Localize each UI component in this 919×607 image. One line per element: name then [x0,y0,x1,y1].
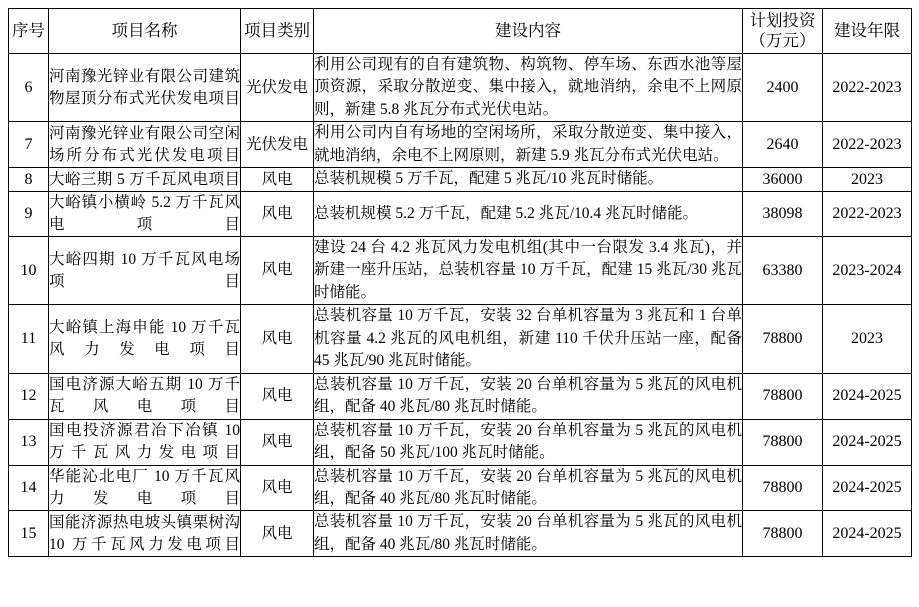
cell-construction-years: 2022-2023 [823,191,912,236]
cell-planned-investment: 78800 [743,373,823,419]
cell-construction-years: 2022-2023 [823,122,912,168]
cell-project-name: 大峪三期 5 万千瓦风电项目 [49,168,241,191]
cell-construction-content: 利用公司现有的自有建筑物、构筑物、停车场、东西水池等屋顶资源，采取分散逆变、集中接入，就地消纳，余电不上网原则，新建 5.8 兆瓦分布式光伏电站。 [314,54,743,122]
column-header-category: 项目类别 [241,9,314,54]
cell-project-category: 风电 [241,373,314,419]
cell-project-name: 国电投济源君冶下冶镇 10 万千瓦风力发电项目 [49,419,241,465]
cell-construction-content: 总装机容量 10 万千瓦，安装 20 台单机容量为 5 兆瓦的风电机组，配备 50 兆瓦/100 兆瓦时储能。 [314,419,743,465]
cell-sequence-number: 12 [9,373,49,419]
cell-sequence-number: 8 [9,168,49,191]
cell-planned-investment: 63380 [743,236,823,304]
cell-construction-years: 2023-2024 [823,236,912,304]
table-header [9,9,912,54]
cell-construction-years: 2024-2025 [823,419,912,465]
cell-project-category: 风电 [241,465,314,511]
column-header-investment-line1: 计划投资 [749,11,816,31]
table-body [9,54,912,557]
table-row [9,419,912,465]
cell-project-category: 风电 [241,305,314,373]
column-header-investment [743,9,823,54]
cell-construction-content: 总装机容量 10 万千瓦，安装 20 台单机容量为 5 兆瓦的风电机组，配备 40 兆瓦/80 兆瓦时储能。 [314,465,743,511]
cell-project-category: 风电 [241,511,314,557]
column-header-name: 项目名称 [49,9,241,54]
cell-construction-years: 2024-2025 [823,465,912,511]
cell-sequence-number: 14 [9,465,49,511]
cell-construction-years: 2024-2025 [823,373,912,419]
table-row [9,191,912,236]
cell-construction-content: 总装机容量 10 万千瓦，安装 20 台单机容量为 5 兆瓦的风电机组，配备 40 兆瓦/80 兆瓦时储能。 [314,373,743,419]
cell-planned-investment: 38098 [743,191,823,236]
table-header-row [9,9,912,54]
table-row [9,305,912,373]
cell-construction-content: 建设 24 台 4.2 兆瓦风力发电机组(其中一台限发 3.4 兆瓦)，并新建一座升压站，总装机容量 10 万千瓦，配建 15 兆瓦/30 兆瓦时储能。 [314,236,743,304]
cell-construction-years: 2023 [823,168,912,191]
cell-planned-investment: 78800 [743,305,823,373]
cell-project-name: 大峪镇上海申能 10 万千瓦风力发电项目 [49,305,241,373]
cell-sequence-number: 7 [9,122,49,168]
cell-project-name: 河南豫光锌业有限公司空闲场所分布式光伏发电项目 [49,122,241,168]
cell-planned-investment: 36000 [743,168,823,191]
cell-sequence-number: 13 [9,419,49,465]
cell-planned-investment: 78800 [743,511,823,557]
table-row [9,122,912,168]
cell-construction-years: 2023 [823,305,912,373]
table-row [9,54,912,122]
table-row [9,373,912,419]
cell-project-name: 大峪镇小横岭 5.2 万千瓦风电项目 [49,191,241,236]
column-header-investment-line2: （万元） [749,31,816,50]
cell-construction-content: 总装机容量 10 万千瓦，安装 32 台单机容量为 3 兆瓦和 1 台单机容量 4.2 兆瓦的风电机组，新建 110 千伏升压站一座，配备 45 兆瓦/90 兆瓦时储能。 [314,305,743,373]
cell-project-name: 大峪四期 10 万千瓦风电场项目 [49,236,241,304]
cell-sequence-number: 9 [9,191,49,236]
cell-sequence-number: 10 [9,236,49,304]
cell-construction-years: 2024-2025 [823,511,912,557]
table-row [9,168,912,191]
column-header-years: 建设年限 [823,9,912,54]
cell-project-category: 光伏发电 [241,122,314,168]
table-row [9,511,912,557]
cell-project-category: 光伏发电 [241,54,314,122]
cell-project-name: 河南豫光锌业有限公司建筑物屋顶分布式光伏发电项目 [49,54,241,122]
cell-project-category: 风电 [241,168,314,191]
cell-project-category: 风电 [241,191,314,236]
cell-project-name: 国电济源大峪五期 10 万千瓦风电项目 [49,373,241,419]
column-header-no: 序号 [9,9,49,54]
cell-planned-investment: 78800 [743,465,823,511]
column-header-content: 建设内容 [314,9,743,54]
project-table-container [8,8,911,557]
cell-project-category: 风电 [241,419,314,465]
cell-planned-investment: 2400 [743,54,823,122]
cell-planned-investment: 2640 [743,122,823,168]
cell-construction-content: 总装机规模 5.2 万千瓦，配建 5.2 兆瓦/10.4 兆瓦时储能。 [314,191,743,236]
table-row [9,236,912,304]
table-row [9,465,912,511]
project-table [8,8,912,557]
cell-sequence-number: 15 [9,511,49,557]
cell-project-name: 国能济源热电坡头镇栗树沟 10 万千瓦风力发电项目 [49,511,241,557]
cell-construction-content: 总装机容量 10 万千瓦，安装 20 台单机容量为 5 兆瓦的风电机组，配备 40 兆瓦/80 兆瓦时储能。 [314,511,743,557]
cell-project-category: 风电 [241,236,314,304]
cell-project-name: 华能沁北电厂 10 万千瓦风力发电项目 [49,465,241,511]
cell-sequence-number: 6 [9,54,49,122]
cell-construction-content: 利用公司内自有场地的空闲场所，采取分散逆变、集中接入，就地消纳，余电不上网原则，新建 5.9 兆瓦分布式光伏电站。 [314,122,743,168]
cell-planned-investment: 78800 [743,419,823,465]
cell-sequence-number: 11 [9,305,49,373]
cell-construction-content: 总装机规模 5 万千瓦，配建 5 兆瓦/10 兆瓦时储能。 [314,168,743,191]
cell-construction-years: 2022-2023 [823,54,912,122]
